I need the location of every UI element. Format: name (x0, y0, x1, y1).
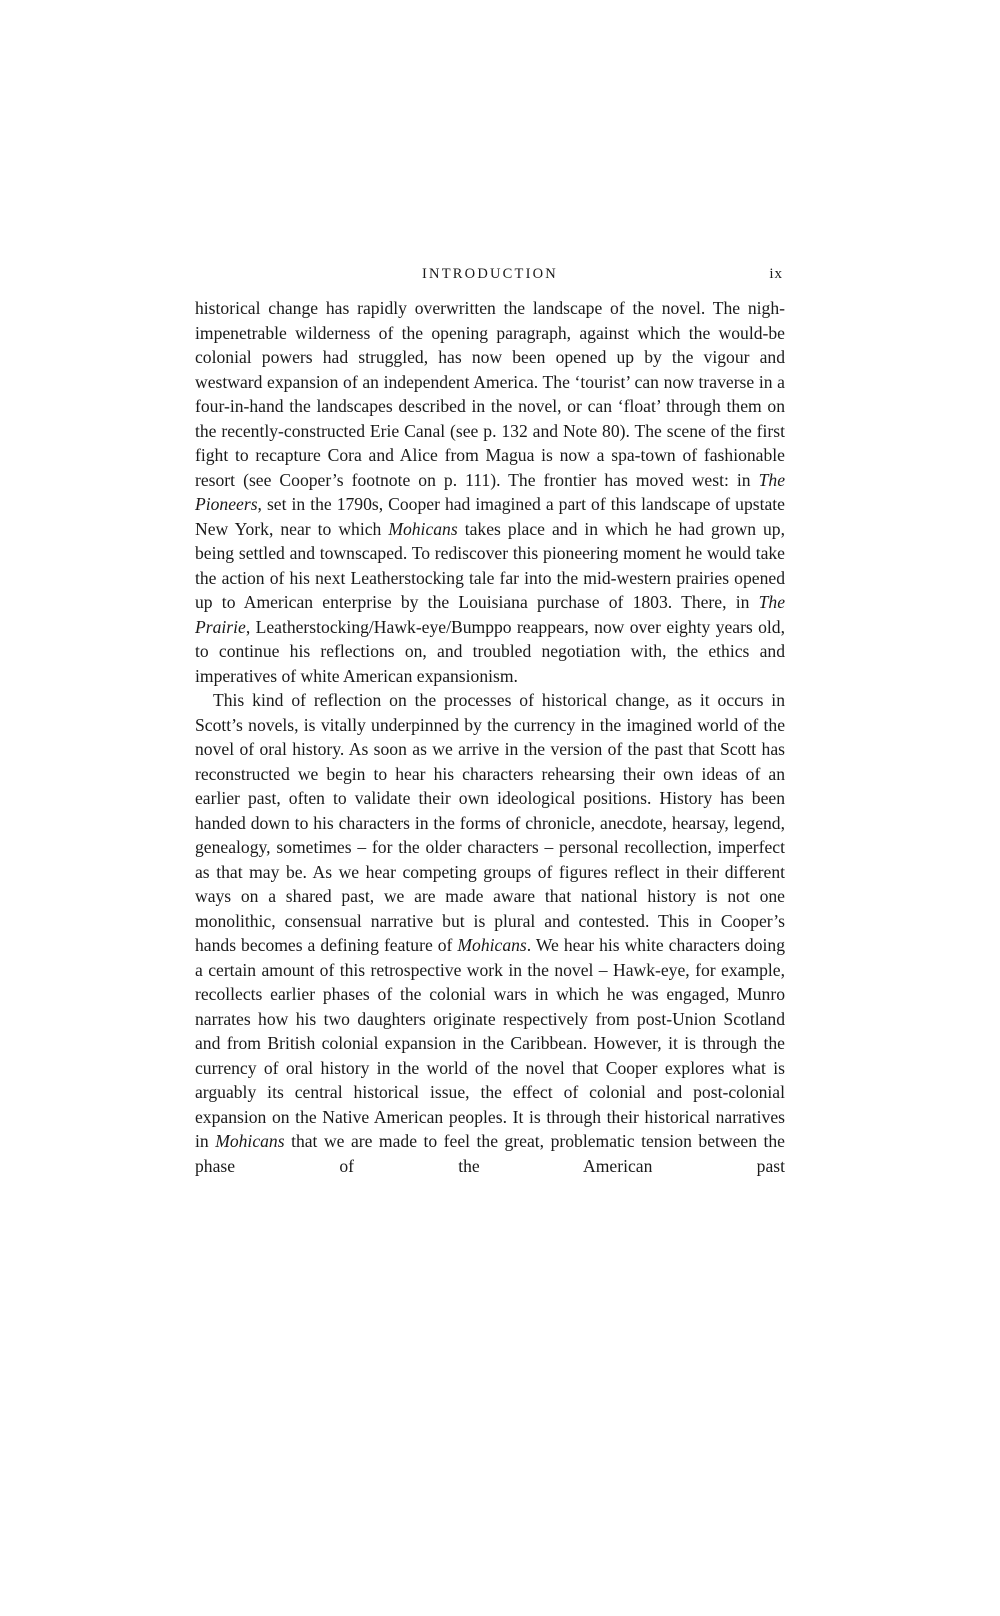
paragraph-2 (195, 688, 785, 1178)
paragraph-2-text-3: that we are made to feel the great, problematic tension between the phase of the American past (195, 1131, 785, 1176)
page-header (195, 266, 785, 288)
paragraph-1-text-1: historical change has rapidly overwritten the landscape of the novel. The nigh-impenetrable wilderness of the opening paragraph, against which the would-be colonial powers had struggled, has now been opened up by the vigour and westward expansion of an independent America. The ‘tourist’ can now traverse in a four-in-hand the landscapes described in the novel, or can ‘float’ through them on the recently-constructed Erie Canal (see p. 132 and Note 80). The scene of the first fight to recapture Cora and Alice from Magua is now a spa-town of fashionable resort (see Cooper’s footnote on p. 111). The frontier has moved west: in (195, 298, 785, 490)
paragraph-1-text-3: takes place and in which he had grown up, being settled and townscaped. To rediscover this pioneering moment he would take the action of his next Leatherstocking tale far into the mid-western prairies opened up to American enterprise by the Louisiana purchase of 1803. There, in (195, 518, 785, 612)
paragraph-1-title-pioneers: The Pioneers (195, 469, 785, 514)
paragraph-1-title-prairie: The Prairie (195, 592, 785, 637)
paragraph-1-text-4: , Leatherstocking/Hawk-eye/Bumppo reappears, now over eighty years old, to continue his reflections on, and troubled negotiation with, the ethics and imperatives of white American expansionism. (195, 616, 785, 686)
paragraph-2-title-mohicans-2: Mohicans (215, 1131, 285, 1151)
paragraph-1 (195, 296, 785, 688)
paragraph-2-title-mohicans-1: Mohicans (457, 935, 527, 955)
paragraph-1-text-2: , set in the 1790s, Cooper had imagined a part of this landscape of upstate New York, near to which (195, 494, 785, 539)
paragraph-2-text-2: . We hear his white characters doing a certain amount of this retrospective work in the novel – Hawk-eye, for example, recollects earlier phases of the colonial wars in which he was engaged, Munro narrates how his two daughters originate respectively from post-Union Scotland and from British colonial expansion in the Caribbean. However, it is through the currency of oral history in the world of the novel that Cooper explores what is arguably its central historical issue, the effect of colonial and post-colonial expansion on the Native American peoples. It is through their historical narratives in (195, 935, 785, 1151)
running-head: INTRODUCTION (422, 266, 558, 282)
body-text (195, 296, 785, 1178)
paragraph-1-title-mohicans: Mohicans (388, 518, 458, 539)
paragraph-2-text-1: This kind of reflection on the processes of historical change, as it occurs in Scott’s novels, is vitally underpinned by the currency in the imagined world of the novel of oral history. As soon as we arrive in the version of the past that Scott has reconstructed we begin to hear his characters rehearsing their own ideas of an earlier past, often to validate their own ideological positions. History has been handed down to his characters in the forms of chronicle, anecdote, hearsay, legend, genealogy, sometimes – for the older characters – personal recollection, imperfect as that may be. As we hear competing groups of figures reflect in their different ways on a shared past, we are made aware that national history is not one monolithic, consensual narrative but is plural and contested. This in Cooper’s hands becomes a defining feature of (195, 690, 785, 955)
page-number: ix (769, 266, 783, 282)
